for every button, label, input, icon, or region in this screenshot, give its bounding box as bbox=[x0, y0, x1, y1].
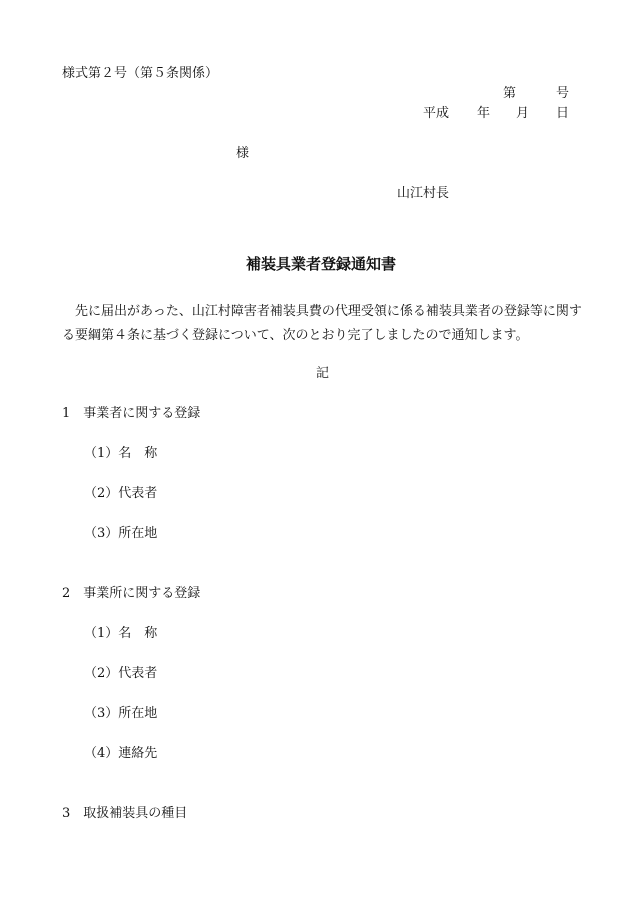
section-heading-2: 2 事業所に関する登録 bbox=[62, 586, 201, 601]
date-year: 年 bbox=[477, 106, 491, 121]
date-era: 平成 bbox=[423, 106, 450, 121]
addressee-suffix: 様 bbox=[236, 146, 250, 161]
body-paragraph bbox=[62, 300, 582, 348]
ki-label: 記 bbox=[316, 366, 330, 381]
section-heading-3: 3 取扱補装具の種目 bbox=[62, 806, 188, 821]
section-heading-1: 1 事業者に関する登録 bbox=[62, 406, 201, 421]
date-day: 日 bbox=[556, 106, 570, 121]
sender-name: 山江村長 bbox=[397, 186, 450, 201]
date-month: 月 bbox=[516, 106, 530, 121]
document-number-prefix: 第 bbox=[503, 86, 517, 101]
section-2-item-contact: （4）連絡先 bbox=[84, 746, 158, 761]
form-label: 様式第２号（第５条関係） bbox=[62, 66, 219, 81]
section-2-item-name: （1）名 称 bbox=[84, 626, 158, 641]
section-2-item-address: （3）所在地 bbox=[84, 706, 158, 721]
section-2-item-representative: （2）代表者 bbox=[84, 666, 158, 681]
document-title: 補装具業者登録通知書 bbox=[246, 255, 397, 273]
body-text: 先に届出があった、山江村障害者補装具費の代理受領に係る補装具業者の登録等に関する要綱第４条に基づく登録について、次のとおり完了しましたので通知します。 bbox=[62, 304, 582, 343]
section-1-item-address: （3）所在地 bbox=[84, 526, 158, 541]
section-1-item-name: （1）名 称 bbox=[84, 446, 158, 461]
document-number-suffix: 号 bbox=[556, 86, 570, 101]
section-1-item-representative: （2）代表者 bbox=[84, 486, 158, 501]
